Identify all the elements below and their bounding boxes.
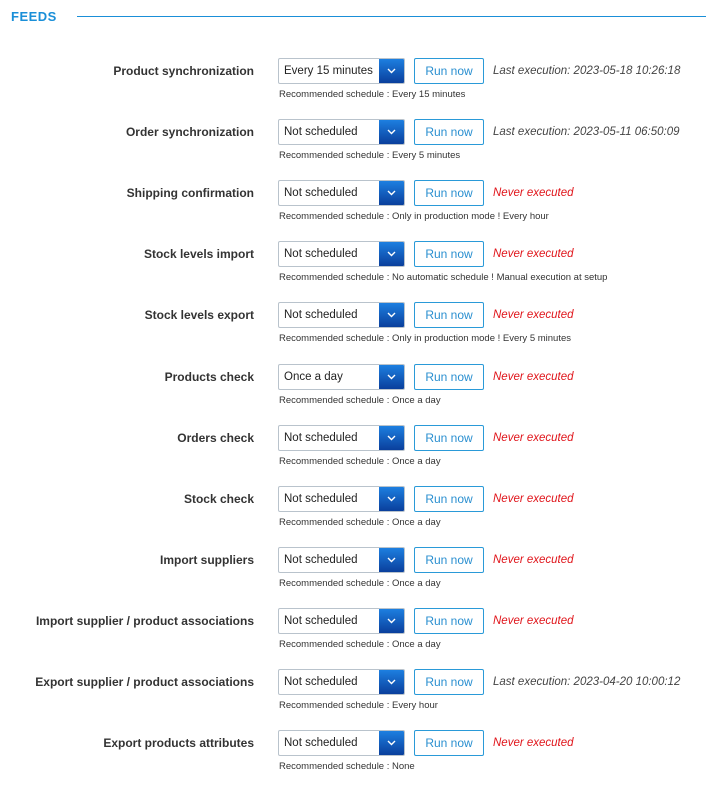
recommended-schedule: Recommended schedule : Once a day bbox=[279, 517, 441, 528]
feed-row bbox=[0, 547, 706, 608]
recommended-schedule: Recommended schedule : Once a day bbox=[279, 578, 441, 589]
dropdown-button[interactable] bbox=[379, 609, 404, 633]
section-title: FEEDS bbox=[11, 9, 57, 24]
chevron-down-icon bbox=[387, 251, 396, 257]
feed-row bbox=[0, 302, 706, 363]
schedule-value: Not scheduled bbox=[284, 737, 358, 749]
dropdown-button[interactable] bbox=[379, 731, 404, 755]
schedule-value: Not scheduled bbox=[284, 248, 358, 260]
execution-status: Never executed bbox=[493, 371, 574, 383]
run-now-button[interactable]: Run now bbox=[414, 119, 484, 145]
chevron-down-icon bbox=[387, 435, 396, 441]
chevron-down-icon bbox=[387, 68, 396, 74]
feed-row bbox=[0, 730, 706, 791]
chevron-down-icon bbox=[387, 557, 396, 563]
execution-status: Last execution: 2023-05-11 06:50:09 bbox=[493, 126, 680, 138]
feed-label: Product synchronization bbox=[113, 64, 254, 78]
run-now-button[interactable]: Run now bbox=[414, 364, 484, 390]
schedule-value: Every 15 minutes bbox=[284, 65, 373, 77]
feed-row bbox=[0, 58, 706, 119]
chevron-down-icon bbox=[387, 679, 396, 685]
feed-row bbox=[0, 486, 706, 547]
dropdown-button[interactable] bbox=[379, 59, 404, 83]
recommended-schedule: Recommended schedule : Once a day bbox=[279, 395, 441, 406]
schedule-select[interactable] bbox=[278, 364, 405, 390]
schedule-select[interactable] bbox=[278, 302, 405, 328]
feed-label: Products check bbox=[164, 370, 254, 384]
feed-row bbox=[0, 364, 706, 425]
dropdown-button[interactable] bbox=[379, 120, 404, 144]
feed-label: Stock levels export bbox=[144, 308, 254, 322]
dropdown-button[interactable] bbox=[379, 181, 404, 205]
execution-status: Never executed bbox=[493, 309, 574, 321]
feed-row bbox=[0, 608, 706, 669]
recommended-schedule: Recommended schedule : Only in production mode ! Every hour bbox=[279, 211, 549, 222]
execution-status: Never executed bbox=[493, 187, 574, 199]
schedule-select[interactable] bbox=[278, 547, 405, 573]
chevron-down-icon bbox=[387, 312, 396, 318]
dropdown-button[interactable] bbox=[379, 303, 404, 327]
feed-label: Shipping confirmation bbox=[126, 186, 254, 200]
execution-status: Never executed bbox=[493, 737, 574, 749]
feed-row bbox=[0, 119, 706, 180]
feed-row bbox=[0, 425, 706, 486]
feed-label: Stock check bbox=[183, 492, 254, 506]
chevron-down-icon bbox=[387, 740, 396, 746]
run-now-button[interactable]: Run now bbox=[414, 180, 484, 206]
feed-label: Import supplier / product associations bbox=[35, 614, 254, 628]
feed-label: Export supplier / product associations bbox=[35, 675, 254, 689]
chevron-down-icon bbox=[387, 496, 396, 502]
recommended-schedule: Recommended schedule : No automatic schedule ! Manual execution at setup bbox=[279, 272, 608, 283]
schedule-select[interactable] bbox=[278, 425, 405, 451]
feed-row bbox=[0, 180, 706, 241]
feed-label: Order synchronization bbox=[125, 125, 254, 139]
dropdown-button[interactable] bbox=[379, 242, 404, 266]
schedule-value: Not scheduled bbox=[284, 126, 358, 138]
schedule-value: Not scheduled bbox=[284, 554, 358, 566]
schedule-select[interactable] bbox=[278, 119, 405, 145]
execution-status: Last execution: 2023-04-20 10:00:12 bbox=[493, 676, 681, 688]
schedule-select[interactable] bbox=[278, 608, 405, 634]
run-now-button[interactable]: Run now bbox=[414, 730, 484, 756]
run-now-button[interactable]: Run now bbox=[414, 608, 484, 634]
dropdown-button[interactable] bbox=[379, 548, 404, 572]
schedule-value: Not scheduled bbox=[284, 615, 358, 627]
dropdown-button[interactable] bbox=[379, 426, 404, 450]
dropdown-button[interactable] bbox=[379, 670, 404, 694]
execution-status: Last execution: 2023-05-18 10:26:18 bbox=[493, 65, 681, 77]
execution-status: Never executed bbox=[493, 615, 574, 627]
schedule-value: Not scheduled bbox=[284, 187, 358, 199]
execution-status: Never executed bbox=[493, 248, 574, 260]
feed-label: Stock levels import bbox=[143, 247, 254, 261]
recommended-schedule: Recommended schedule : Every hour bbox=[279, 700, 438, 711]
run-now-button[interactable]: Run now bbox=[414, 425, 484, 451]
run-now-button[interactable]: Run now bbox=[414, 547, 484, 573]
schedule-value: Once a day bbox=[284, 371, 343, 383]
schedule-select[interactable] bbox=[278, 486, 405, 512]
section-divider bbox=[77, 16, 706, 17]
schedule-select[interactable] bbox=[278, 241, 405, 267]
schedule-value: Not scheduled bbox=[284, 432, 358, 444]
execution-status: Never executed bbox=[493, 493, 574, 505]
recommended-schedule: Recommended schedule : Every 15 minutes bbox=[279, 89, 466, 100]
dropdown-button[interactable] bbox=[379, 487, 404, 511]
section-header bbox=[0, 0, 706, 36]
schedule-select[interactable] bbox=[278, 669, 405, 695]
feed-row bbox=[0, 669, 706, 730]
schedule-value: Not scheduled bbox=[284, 493, 358, 505]
run-now-button[interactable]: Run now bbox=[414, 669, 484, 695]
schedule-value: Not scheduled bbox=[284, 309, 358, 321]
run-now-button[interactable]: Run now bbox=[414, 241, 484, 267]
schedule-value: Not scheduled bbox=[284, 676, 358, 688]
execution-status: Never executed bbox=[493, 554, 574, 566]
feed-row bbox=[0, 241, 706, 302]
run-now-button[interactable]: Run now bbox=[414, 486, 484, 512]
feed-label: Orders check bbox=[177, 431, 254, 445]
recommended-schedule: Recommended schedule : Once a day bbox=[279, 639, 441, 650]
schedule-select[interactable] bbox=[278, 730, 405, 756]
dropdown-button[interactable] bbox=[379, 365, 404, 389]
recommended-schedule: Recommended schedule : None bbox=[279, 761, 415, 772]
feed-label: Export products attributes bbox=[103, 736, 254, 750]
run-now-button[interactable]: Run now bbox=[414, 302, 484, 328]
feed-label: Import suppliers bbox=[159, 553, 254, 567]
recommended-schedule: Recommended schedule : Once a day bbox=[279, 456, 441, 467]
recommended-schedule: Recommended schedule : Only in production mode ! Every 5 minutes bbox=[279, 333, 572, 344]
chevron-down-icon bbox=[387, 618, 396, 624]
chevron-down-icon bbox=[387, 374, 396, 380]
schedule-select[interactable] bbox=[278, 180, 405, 206]
chevron-down-icon bbox=[387, 129, 396, 135]
execution-status: Never executed bbox=[493, 432, 574, 444]
chevron-down-icon bbox=[387, 190, 396, 196]
recommended-schedule: Recommended schedule : Every 5 minutes bbox=[279, 150, 461, 161]
schedule-select[interactable] bbox=[278, 58, 405, 84]
run-now-button[interactable]: Run now bbox=[414, 58, 484, 84]
